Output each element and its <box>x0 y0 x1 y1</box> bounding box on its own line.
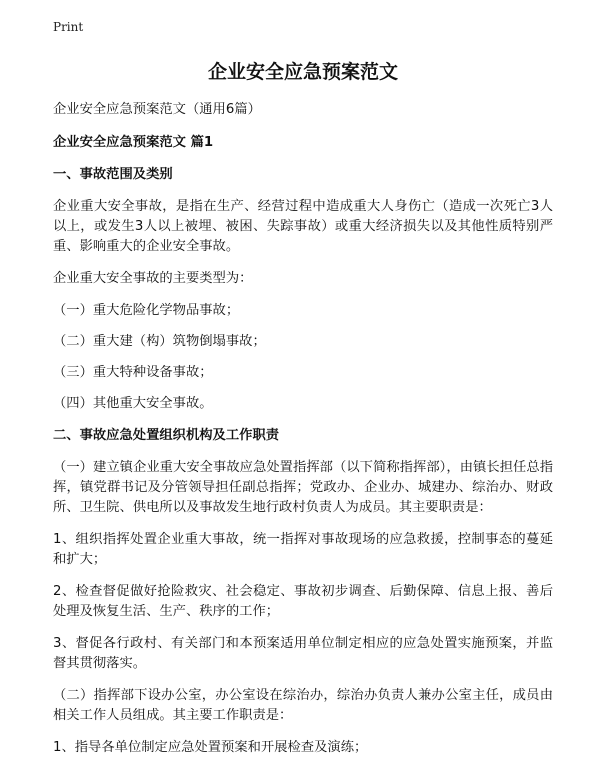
paragraph-office: （二）指挥部下设办公室，办公室设在综治办，综治办负责人兼办公室主任，成员由相关工作人员组成。其主要工作职责是： <box>53 688 553 723</box>
document-subtitle: 企业安全应急预案范文（通用6篇） <box>53 102 261 117</box>
print-link[interactable]: Print <box>53 20 84 34</box>
paragraph-command-center: （一）建立镇企业重大安全事故应急处置指挥部（以下简称指挥部），由镇长担任总指挥，镇党群书记及分管领导担任副总指挥；党政办、企业办、城建办、综治办、财政所、卫生院、供电所以及事故发生地行政村负责人为成员。其主要职责是： <box>53 460 553 515</box>
list-item-type-2: （二）重大建（构）筑物倒塌事故； <box>53 334 266 349</box>
list-item-type-1: （一）重大危险化学物品事故； <box>53 303 240 318</box>
paragraph-duty-3: 3、督促各行政村、有关部门和本预案适用单位制定相应的应急处置实施预案，并监督其贯彻落实。 <box>53 636 553 671</box>
paragraph-duty-1: 1、组织指挥处置企业重大事故，统一指挥对事故现场的应急救援，控制事态的蔓延和扩大； <box>53 532 553 567</box>
heading-scope: 一、事故范围及类别 <box>53 167 173 182</box>
document-page <box>53 46 553 758</box>
list-item-type-3: （三）重大特种设备事故； <box>53 365 213 380</box>
list-item-type-4: （四）其他重大安全事故。 <box>53 396 213 411</box>
heading-organization: 二、事故应急处置组织机构及工作职责 <box>53 428 280 443</box>
document-title: 企业安全应急预案范文 <box>207 61 398 83</box>
paragraph-types-intro: 企业重大安全事故的主要类型为： <box>53 271 253 286</box>
paragraph-duty-2: 2、检查督促做好抢险救灾、社会稳定、事故初步调查、后勤保障、信息上报、善后处理及恢复生活、生产、秩序的工作； <box>53 584 553 619</box>
paragraph-definition: 企业重大安全事故，是指在生产、经营过程中造成重大人身伤亡（造成一次死亡3人以上，或发生3人以上被埋、被困、失踪事故）或重大经济损失以及其他性质特别严重、影响重大的企业安全事故。 <box>53 199 553 254</box>
section-heading: 企业安全应急预案范文 篇1 <box>53 135 214 150</box>
paragraph-office-duty-1: 1、指导各单位制定应急处置预案和开展检查及演练； <box>53 740 368 755</box>
